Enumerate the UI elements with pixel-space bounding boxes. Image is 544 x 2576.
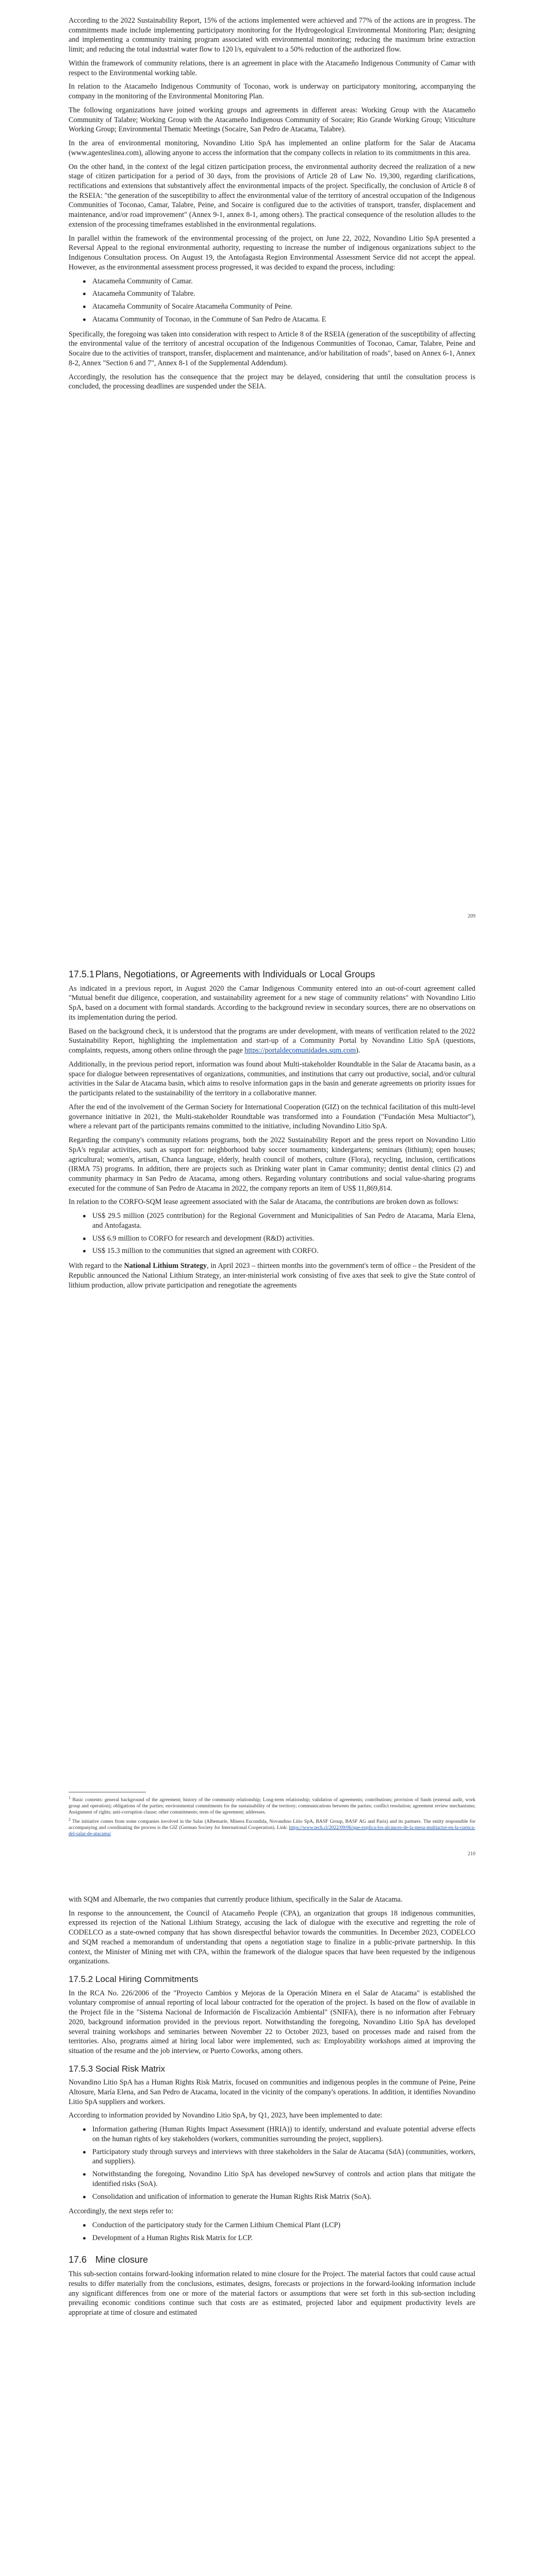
page-number: 210 bbox=[468, 1851, 475, 1857]
paragraph: In relation to the CORFO-SQM lease agreement associated with the Salar de Atacama, the contributions are broken down as follows: bbox=[69, 1198, 459, 1207]
paragraph: Additionally, in the previous period report, information was found about Multi-stakeholder Roundtable in the Salar de Atacama basin, as a space for dialogue between representatives of organizations, communities, and institutions that carry out productive, social, and/or cultural activities in the Salar de Atacama basin, which aims to resolve information gaps in the basin and generate agreements on priority issues for the participants related to the sustainability of the territory in a collaborative manner. bbox=[69, 1060, 475, 1098]
risk-matrix-list bbox=[69, 2125, 475, 2201]
section-heading bbox=[69, 969, 475, 981]
list-item: US$ 6.9 million to CORFO for research and development (R&D) activities. bbox=[82, 1234, 475, 1244]
section-title: Mine closure bbox=[95, 2255, 149, 2265]
list-item: Participatory study through surveys and interviews with three stakeholders in the Salar de Atacama (SdA) (communities, workers, and suppliers). bbox=[82, 2147, 475, 2166]
paragraph: After the end of the involvement of the German Society for International Cooperation (GIZ) on the technical facilitation of this multi-level governance initiative in 2021, the Multi-stakeholder Roundtable was transformed into a Foundation ("Fundación Mesa Multiactor"), where a relevant part of the participants remains committed to the initiative, including Novandino Litio SpA. bbox=[69, 1103, 475, 1131]
paragraph: The following organizations have joined working groups and agreements in different areas: Working Group with the Atacameño Community of Talabre; Working Group with the Atacameño Indigenous Community of Socaire; Rio Grande Working Group; Viticulture Working Group; Environmental Thematic Meetings (Socaire, San Pedro de Atacama, Talabre). bbox=[69, 106, 475, 134]
paragraph: Specifically, the foregoing was taken into consideration with respect to Article 8 of the RSEIA (generation of the susceptibility of affecting the environmental value of the territory of ancestral occupation of the Indigenous Communities of Toconao, Camar, Talabre, Peine and Socaire due to the activities of transport, transfer, displacement and maintenance, and/or habilitation of roads", based on Annex 6-1, Annex 8-2, Annex "Section 6 and 7", Annex 8-1 of the Supplemental Addendum). bbox=[69, 330, 475, 367]
section-number: 17.5.2 bbox=[69, 1974, 93, 1985]
community-list bbox=[69, 277, 475, 325]
paragraph: Novandino Litio SpA has a Human Rights Risk Matrix, focused on communities and indigenous peoples in the commune of Peine, Peine Altosure, María Elena, and San Pedro de Atacama, located in the vicinity of the company's operations. In addition, it identifies Novandino Litio SpA suppliers and workers. bbox=[69, 2078, 475, 2106]
section-number: 17.6 bbox=[69, 2255, 87, 2265]
list-item: Atacameña Community of Talabre. bbox=[82, 289, 475, 299]
footnote-text: The initiative comes from some companies involved in the Salar (Albemarle, Minera Escondida, Novandino Litio SpA, BASF Group, BASF AG and Paris) and its partners. The entity responsible for accompanying and coordinating the process is the GIZ (German Society for International Cooperation). Link: bbox=[69, 1819, 475, 1831]
paragraph-text: , in April 2023 – thirteen months into the government's term of office – the President of the Republic announced the National Lithium Strategy, an inter-ministerial work consisting of five axes that seek to give the State control of lithium production, allow private participation and renegotiate the agreements bbox=[69, 1262, 475, 1290]
list-item: Atacameña Community of Camar. bbox=[82, 277, 475, 286]
paragraph: On the other hand, in the context of the legal citizen participation process, the environmental authority decreed the realization of a new stage of citizen participation for a period of 30 days, from the provisions of Article 28 of Law No. 19,300, regarding clarifications, rectifications and extensions that substantively affect the environmental impacts of the project. Specifically, the conclusion of Article 8 of the RSEIA: "the generation of the susceptibility to affect the environmental value of the territory of ancestral occupation of the Indigenous Communities of Toconao, Camar, Talabre, Peine, and Socaire is configured due to the activities of transport, transfer, displacement and maintenance, and/or road improvement" (Annex 9-1, annex 8-1, among others). The practical consequence of the resolution alludes to the extension of the processing timeframes established in the environmental regulations. bbox=[69, 162, 475, 229]
section-title: Social Risk Matrix bbox=[95, 2063, 166, 2074]
paragraph: with SQM and Albemarle, the two companies that currently produce lithium, specifically in the Salar de Atacama. bbox=[69, 1895, 403, 1904]
paragraph-text: Based on the background check, it is understood that the programs are under development, with means of verification related to the 2022 Sustainability Report, highlighting the implementation and start-up of a Community Portal by Novandino Litio SpA (questions, complaints, requests, among others online through the page bbox=[69, 1027, 475, 1055]
strategy-name: National Lithium Strategy bbox=[124, 1262, 207, 1270]
section-title: Plans, Negotiations, or Agreements with Individuals or Local Groups bbox=[95, 969, 375, 979]
contributions-list bbox=[69, 1211, 475, 1256]
paragraph-text: ). bbox=[356, 1046, 360, 1055]
paragraph: According to information provided by Novandino Litio SpA, by Q1, 2023, have been implemented to date: bbox=[69, 2111, 383, 2120]
paragraph: In the area of environmental monitoring, Novandino Litio SpA has implemented an online platform for the Salar de Atacama (www.agenteslinea.com), allowing anyone to access the information that the company collects in relation to its commitments in this area. bbox=[69, 139, 475, 157]
section-heading bbox=[69, 1974, 475, 1985]
community-portal-link[interactable]: https://portaldecomunidades.sqm.com bbox=[244, 1046, 356, 1055]
paragraph bbox=[69, 1027, 475, 1056]
list-item: Atacameña Community of Socaire Atacameña Community of Peine. bbox=[82, 302, 475, 312]
paragraph bbox=[69, 1261, 475, 1290]
page-210 bbox=[0, 937, 544, 1874]
paragraph: In parallel within the framework of the environmental processing of the project, on June 22, 2022, Novandino Litio SpA presented a Reversal Appeal to the regional environmental authority, requesting to increase the number of indigenous organizations subject to the Indigenous Consultation process. On August 19, the Antofagasta Region Environmental Assessment Service did not accept the appeal. However, as the environmental assessment process progressed, it was decided to expand the process, including: bbox=[69, 234, 475, 272]
footnote: $^2$ The initiative comes from some companies involved in the Salar (Albemarle, Minera Escondida, Novandino Litio SpA, BASF Group, BASF AG and Paris) and its partners. The entity responsible for accompanying and coordinating the process is the GIZ (German Society for International Cooperation). Link: https://www.tech.cl/2022/09/06/que-explica-los-alcances-de-la-mesa-multiactor-en-la-cuenca-del-salar-de-atacama/ bbox=[69, 1817, 475, 1837]
page-209 bbox=[0, 0, 544, 937]
paragraph: This sub-section contains forward-looking information related to mine closure for the Project. The material factors that could cause actual results to differ materially from the conclusions, estimates, designs, forecasts or projections in the forward-looking information include any significant differences from one or more of the material factors or assumptions that were set forth in this sub-section including prevailing economic conditions continue such that costs are as estimated, projected labor and equipment productivity levels are appropriate at time of closure and estimated bbox=[69, 2270, 475, 2317]
list-item: Consolidation and unification of information to generate the Human Rights Risk Matrix (SoA). bbox=[82, 2192, 475, 2202]
footnotes bbox=[69, 1792, 475, 1839]
list-item: Conduction of the participatory study for the Carmen Lithium Chemical Plant (LCP) bbox=[82, 2221, 475, 2230]
paragraph: As indicated in a previous report, in August 2020 the Camar Indigenous Community entered into an out-of-court agreement called "Mutual benefit due diligence, cooperation, and sustainability agreement for a new stage of community relations" with Novandino Litio SpA, based on a document with formal standards. According to the background review in secondary sources, there are no observations on its implementation during the period. bbox=[69, 984, 475, 1022]
paragraph: In response to the announcement, the Council of Atacameño People (CPA), an organization that groups 18 indigenous communities, expressed its rejection of the National Lithium Strategy, accusing the lack of dialogue with the executive and regretting the role of CODELCO as a state-owned company that has shown disrespectful behavior towards the communities. In December 2023, CODELCO and SQM reached a memorandum of understanding that opens a negotiation stage to finalize in a public-private partnership. In this context, the Minister of Mining met with CPA, within the framework of the dialogue spaces that have been requested by the indigenous organizations. bbox=[69, 1909, 475, 1966]
paragraph: According to the 2022 Sustainability Report, 15% of the actions implemented were achieved and 77% of the actions are in progress. The commitments made include implementing participatory monitoring for the Hydrogeological Environmental Monitoring Plan; designing and implementing a community training program associated with environmental monitoring; reducing the maximum brine extraction limit; and reducing the total industrial water flow to 120 l/s, equivalent to a 50% reduction of the authorized flow. bbox=[69, 16, 475, 54]
section-heading bbox=[69, 2063, 475, 2075]
paragraph: Within the framework of community relations, there is an agreement in place with the Atacameño Indigenous Community of Camar with respect to the Environmental working table. bbox=[69, 59, 475, 77]
page-number: 209 bbox=[468, 913, 475, 919]
section-number: 17.5.3 bbox=[69, 2063, 93, 2074]
paragraph: Regarding the company's community relations programs, both the 2022 Sustainability Report and the press report on Novandino Litio SpA's regular activities, such as support for: neighborhood baby soccer tournaments; kindergartens; seminars (lithium); open houses; agricultural; women's, artisan, Chanca language, elderly, health council of mothers, culture (Flora), recycling, inclusion, certifications (IRMA 75) programs. In addition, there are projects such as Drinking water plant in Camar community; dentist dental clinics (2) and community pharmacy in San Pedro de Atacama, among others. Regarding voluntary contributions and social value-sharing programs executed for the commune of San Pedro de Atacama in 2022, the company reports an item of US$ 11,869,814. bbox=[69, 1136, 475, 1193]
footnote-link[interactable]: https://www.tech.cl/2022/09/06/que-explica-los-alcances-de-la-mesa-multiactor-en-la-cuenca-del-salar-de-atacama/ bbox=[69, 1825, 475, 1837]
section-number: 17.5.1 bbox=[69, 969, 95, 979]
paragraph: Accordingly, the resolution has the consequence that the project may be delayed, considering that until the consultation process is concluded, the processing deadlines are suspended under the SEIA. bbox=[69, 372, 475, 391]
list-item: Information gathering (Human Rights Impact Assessment (HRIA)) to identify, understand and evaluate potential adverse effects on the human rights of key stakeholders (workers, communities surrounding the project, suppliers). bbox=[82, 2125, 475, 2144]
footnote: $^1$ Basic contents: general background of the agreement; history of the community relationship; Long-term relationship; validation of agreements; contributions; provision of funds (external audit, work group and operation); obligations of the parties; environmental commitments for the sustainability of the territory; communications between the parties; conflict resolution; agreement review mechanisms; Assignment of rights; anti-corruption clause; other commitments; term of the agreement; addresses. bbox=[69, 1795, 475, 1816]
paragraph: In relation to the Atacameño Indigenous Community of Toconao, work is underway on participatory monitoring, accompanying the company in the monitoring of the Environmental Monitoring Plan. bbox=[69, 82, 475, 101]
paragraph: In the RCA No. 226/2006 of the "Proyecto Cambios y Mejoras de la Operación Minera en el Salar de Atacama" is established the voluntary compromise of annual reporting of local labour contracted for the operation of the project. Is based on the flow of available in the Project file in the "Sistema Nacional de Información de Fiscalización Ambiental" (SNIFA), there is no information after February 2020, background information provided in the previous report. Notwithstanding the foregoing, Novandino Litio SpA has developed several training workshops and seminaries between November 22 to October 2023, based on processes made and raised from the territories. Also, programs aimed at hiring local labor were implemented, such as: Employability workshops aimed at improving the situation of the resume and the job interview, or Puerto Coworks, among others. bbox=[69, 1989, 475, 2055]
page-211 bbox=[0, 1874, 544, 2576]
paragraph: Accordingly, the next steps refer to: bbox=[69, 2207, 174, 2216]
list-item: Atacama Community of Toconao, in the Commune of San Pedro de Atacama. E bbox=[82, 315, 475, 325]
list-item: US$ 29.5 million (2025 contribution) for the Regional Government and Municipalities of San Pedro de Atacama, María Elena, and Antofagasta. bbox=[82, 1211, 475, 1230]
list-item: Development of a Human Rights Risk Matrix for LCP. bbox=[82, 2233, 475, 2243]
list-item: US$ 15.3 million to the communities that signed an agreement with CORFO. bbox=[82, 1246, 475, 1256]
next-steps-list bbox=[69, 2221, 475, 2243]
list-item: Notwithstanding the foregoing, Novandino Litio SpA has developed newSurvey of controls and action plans that mitigate the identified risks (SoA). bbox=[82, 2170, 475, 2189]
paragraph-text: With regard to the bbox=[69, 1262, 124, 1270]
footnote-text: Basic contents: general background of the agreement; history of the community relationship; Long-term relationship; validation of agreements; contributions; provision of funds (external audit, work group and operation); obligations of the parties; environmental commitments for the sustainability of the territory; communications between the parties; conflict resolution; agreement review mechanisms; Assignment of rights; anti-corruption clause; other commitments; term of the agreement; addresses. bbox=[69, 1797, 475, 1816]
section-title: Local Hiring Commitments bbox=[95, 1974, 199, 1985]
section-heading bbox=[69, 2254, 475, 2266]
